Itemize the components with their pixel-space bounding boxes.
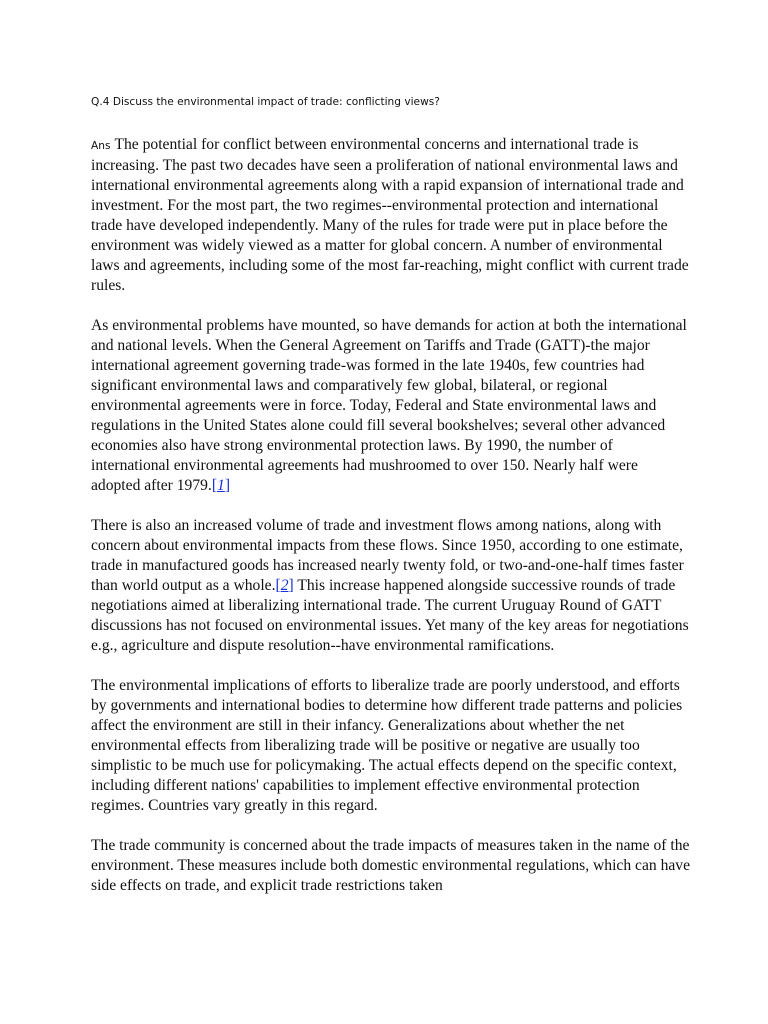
answer-paragraph-3 <box>91 516 691 656</box>
footnote-link-1[interactable]: [1] <box>211 477 231 494</box>
answer-paragraph-5: The trade community is concerned about the trade impacts of measures taken in the name of the environment. These measures include both domestic environmental regulations, which can have side effects on trade, and explicit trade restrictions taken <box>91 837 691 894</box>
footnote-link-2[interactable]: [2] <box>275 577 294 594</box>
paragraph-3-text-b: This increase happened alongside successive rounds of trade negotiations aimed at liberalizing international trade. The current Uruguay Round of GATT discussions has not focused on environmental issues. Yet many of the key areas for negotiations e.g., agriculture and dispute resolution--have environmental ramifications. <box>91 577 689 654</box>
question-heading: Q.4 Discuss the environmental impact of trade: conflicting views? <box>91 96 440 108</box>
document-page <box>91 95 691 916</box>
answer-paragraph-1 <box>91 135 691 296</box>
answer-paragraph-4: The environmental implications of efforts to liberalize trade are poorly understood, and efforts by governments and international bodies to determine how different trade patterns and policies affect the environment are still in their infancy. Generalizations about whether the net environmental effects from liberalizing trade will be positive or negative are usually too simplistic to be much use for policymaking. The actual effects depend on the specific context, including different nations' capabilities to implement effective environmental protection regimes. Countries vary greatly in this regard. <box>91 677 683 814</box>
paragraph-2-text: As environmental problems have mounted, so have demands for action at both the international and national levels. When the General Agreement on Tariffs and Trade (GATT)-the major international agreement governing trade-was formed in the late 1940s, few countries had significant environmental laws and comparatively few global, bilateral, or regional environmental agreements were in force. Today, Federal and State environmental laws and regulations in the United States alone could fill several bookshelves; several other advanced economies also have strong environmental protection laws. By 1990, the number of international environmental agreements had mushroomed to over 150. Nearly half were adopted after 1979. <box>91 317 687 494</box>
paragraph-1-text: The potential for conflict between environmental concerns and international trade is increasing. The past two decades have seen a proliferation of national environmental laws and international environmental agreements along with a rapid expansion of international trade and investment. For the most part, the two regimes--environmental protection and international trade have developed independently. Many of the rules for trade were put in place before the environment was widely viewed as a matter for global concern. A number of environmental laws and agreements, including some of the most far-reaching, might conflict with current trade rules. <box>91 136 689 294</box>
footnote-link-1-number: 1 <box>217 477 225 494</box>
paragraph-3-text-a: There is also an increased volume of trade and investment flows among nations, along with concern about environmental impacts from these flows. Since 1950, according to one estimate, trade in manufactured goods has increased nearly twenty fold, or two-and-one-half times faster than world output as a whole. <box>91 517 684 594</box>
footnote-link-2-number: 2 <box>280 577 289 594</box>
answer-label: Ans <box>91 140 111 152</box>
answer-paragraph-2 <box>91 316 691 496</box>
